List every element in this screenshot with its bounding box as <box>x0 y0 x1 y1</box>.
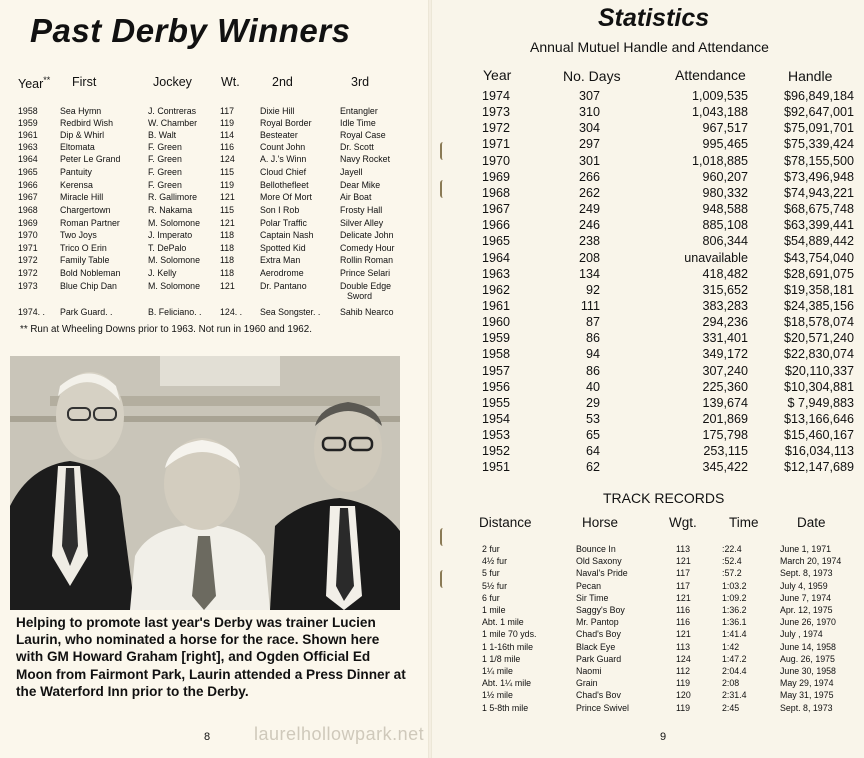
header-horse: Horse <box>582 515 619 530</box>
stats-handle-cell: $16,034,113 <box>784 444 854 458</box>
derby-year-cell: 1958 <box>18 106 38 117</box>
derby-first-cell: Redbird Wish <box>60 118 113 129</box>
track-distance-cell: Abt. 1 mile <box>482 617 524 628</box>
stats-handle-cell: $13,166,646 <box>783 412 854 426</box>
track-date-cell: July , 1974 <box>780 629 823 640</box>
derby-first-cell: Kerensa <box>60 180 93 191</box>
track-date-cell: March 20, 1974 <box>780 556 842 567</box>
track-time-cell: :22.4 <box>722 544 742 555</box>
track-time-cell: :57.2 <box>722 568 742 579</box>
stats-days-cell: 262 <box>578 186 600 200</box>
watermark: laurelhollowpark.net <box>254 724 425 744</box>
track-time-cell: 2:31.4 <box>722 690 747 701</box>
track-distance-cell: 2 fur <box>482 544 500 555</box>
derby-third-cell: Delicate John <box>340 230 394 241</box>
stats-year-cell: 1953 <box>482 428 511 442</box>
derby-year-cell: 1971 <box>18 243 38 254</box>
track-time-cell: 1:03.2 <box>722 581 747 592</box>
stats-days-cell: 64 <box>585 444 600 458</box>
derby-year-cell: 1966 <box>18 180 38 191</box>
track-time-cell: 1:41.4 <box>722 629 747 640</box>
derby-first-cell: Peter Le Grand <box>60 154 121 165</box>
track-wgt-cell: 119 <box>676 678 691 689</box>
derby-wt-cell: 119 <box>220 180 235 191</box>
stats-year-cell: 1952 <box>482 444 511 458</box>
track-wgt-cell: 120 <box>676 690 691 701</box>
stats-attendance-cell: 253,115 <box>703 444 748 458</box>
derby-second-cell: Dr. Pantano <box>260 281 307 292</box>
derby-third-cell: Dear Mike <box>340 180 381 191</box>
track-date-cell: May 29, 1974 <box>780 678 834 689</box>
derby-first-cell: Sea Hymn <box>60 106 102 117</box>
derby-year-cell: 1973 <box>18 281 38 292</box>
stats-attendance-cell: 806,344 <box>702 234 748 248</box>
track-date-cell: June 7, 1974 <box>780 593 832 604</box>
stats-handle-cell: $63,399,441 <box>783 218 854 232</box>
track-date-cell: June 26, 1970 <box>780 617 836 628</box>
track-time-cell: 1:09.2 <box>722 593 747 604</box>
stats-attendance-cell: 225,360 <box>702 380 748 394</box>
stats-attendance-cell: 960,207 <box>702 170 748 184</box>
track-wgt-cell: 124 <box>676 654 691 665</box>
derby-second-cell: Bellothefleet <box>260 180 309 191</box>
stats-year-cell: 1955 <box>482 396 511 410</box>
derby-first-cell: Blue Chip Dan <box>60 281 117 292</box>
stats-handle-cell: $54,889,442 <box>783 234 854 248</box>
derby-first-cell: Family Table <box>60 255 110 266</box>
derby-jockey-cell: R. Nakama <box>148 205 193 216</box>
stats-attendance-cell: 1,018,885 <box>691 154 748 168</box>
page-title: Past Derby Winners <box>30 12 351 49</box>
derby-year-cell: 1970 <box>18 230 38 241</box>
stats-attendance-cell: 315,652 <box>702 283 748 297</box>
stats-attendance-cell: 948,588 <box>702 202 748 216</box>
stats-year-cell: 1967 <box>482 202 511 216</box>
derby-first-cell: Park Guard. . <box>60 307 113 318</box>
derby-wt-cell: 124 <box>220 154 235 165</box>
derby-wt-cell: 119 <box>220 118 235 129</box>
stats-attendance-cell: 383,283 <box>702 299 748 313</box>
header-date: Date <box>797 515 826 530</box>
track-wgt-cell: 116 <box>676 605 691 616</box>
stats-attendance-cell: 139,674 <box>702 396 748 410</box>
derby-second-cell: Royal Border <box>260 118 312 129</box>
track-date-cell: May 31, 1975 <box>780 690 834 701</box>
derby-wt-cell: 118 <box>220 243 235 254</box>
derby-wt-cell: 118 <box>220 255 235 266</box>
header-attendance: Attendance <box>675 67 746 83</box>
derby-wt-cell: 124. . <box>220 307 243 318</box>
staple-mark <box>440 142 446 160</box>
stats-days-cell: 87 <box>585 315 600 329</box>
stats-attendance-cell: 175,798 <box>702 428 748 442</box>
derby-second-cell: A. J.'s Winn <box>260 154 307 165</box>
staple-mark <box>440 570 446 588</box>
derby-third-cell: Dr. Scott <box>340 142 374 153</box>
header-wgt: Wgt. <box>669 515 697 530</box>
stats-handle-cell: $ 7,949,883 <box>787 396 854 410</box>
stats-days-cell: 238 <box>578 234 600 248</box>
derby-second-cell: More Of Mort <box>260 192 312 203</box>
track-wgt-cell: 121 <box>676 593 691 604</box>
page-number-right: 9 <box>660 731 667 743</box>
derby-wt-cell: 116 <box>220 142 235 153</box>
track-time-cell: 2:04.4 <box>722 666 747 677</box>
stats-handle-cell: $20,110,337 <box>784 364 854 378</box>
stats-days-cell: 92 <box>585 283 600 297</box>
derby-year-cell: 1972 <box>18 255 38 266</box>
derby-third-cell: Silver Alley <box>340 218 384 229</box>
photo-illustration <box>10 356 400 610</box>
stats-year-cell: 1960 <box>482 315 511 329</box>
track-wgt-cell: 113 <box>676 642 691 653</box>
track-distance-cell: 4½ fur <box>482 556 508 567</box>
derby-year-cell: 1974. . <box>18 307 45 318</box>
track-wgt-cell: 117 <box>676 568 691 579</box>
derby-first-cell: Roman Partner <box>60 218 120 229</box>
derby-second-cell: Captain Nash <box>260 230 314 241</box>
derby-first-cell: Two Joys <box>60 230 97 241</box>
stats-year-cell: 1973 <box>482 105 511 119</box>
stats-year-cell: 1966 <box>482 218 511 232</box>
derby-third-cell: Comedy Hour <box>340 243 395 254</box>
track-date-cell: Sept. 8, 1973 <box>780 703 833 714</box>
header-third: 3rd <box>351 75 370 89</box>
derby-wt-cell: 121 <box>220 192 235 203</box>
stats-days-cell: 62 <box>585 460 600 474</box>
stats-handle-cell: $19,358,181 <box>783 283 854 297</box>
derby-jockey-cell: J. Contreras <box>148 106 197 117</box>
stats-year-cell: 1968 <box>482 186 511 200</box>
stats-days-cell: 94 <box>585 347 600 361</box>
stats-days-cell: 249 <box>578 202 600 216</box>
stats-year-cell: 1974 <box>482 89 511 103</box>
derby-year-cell: 1961 <box>18 130 38 141</box>
track-horse-cell: Black Eye <box>576 642 616 653</box>
derby-second-cell: Aerodrome <box>260 268 304 279</box>
derby-year-cell: 1967 <box>18 192 38 203</box>
header-handle: Handle <box>788 68 833 84</box>
derby-jockey-cell: F. Green <box>148 180 182 191</box>
derby-third-cell: Sword <box>347 291 373 302</box>
stats-handle-cell: $24,385,156 <box>783 299 854 313</box>
track-date-cell: June 1, 1971 <box>780 544 832 555</box>
derby-first-cell: Chargertown <box>60 205 111 216</box>
stats-attendance-cell: 1,009,535 <box>691 89 748 103</box>
stats-handle-cell: $96,849,184 <box>783 89 854 103</box>
derby-jockey-cell: M. Solomone <box>148 255 201 266</box>
photo-caption: Helping to promote last year's Derby was trainer Lucien Laurin, who nominated a horse for the race. Shown here with GM Howard Graham [right], and Ogden Official Ed Moon from Fairmont Park, Laurin attended a Press Dinner at the Waterford Inn prior to the Derby. <box>16 615 406 699</box>
derby-second-cell: Sea Songster. . <box>260 307 321 318</box>
staple-mark <box>440 528 446 546</box>
track-horse-cell: Prince Swivel <box>576 703 629 714</box>
header-time: Time <box>729 515 759 530</box>
header-year: Year** <box>18 75 51 92</box>
stats-days-cell: 266 <box>578 170 600 184</box>
derby-jockey-cell: R. Gallimore <box>148 192 198 203</box>
derby-third-cell: Air Boat <box>340 192 372 203</box>
track-date-cell: June 14, 1958 <box>780 642 836 653</box>
track-horse-cell: Grain <box>576 678 598 689</box>
track-distance-cell: Abt. 1¼ mile <box>482 678 532 689</box>
footnote: ** Run at Wheeling Downs prior to 1963. Not run in 1960 and 1962. <box>20 324 312 335</box>
track-distance-cell: 1½ mile <box>482 690 513 701</box>
derby-jockey-cell: J. Kelly <box>148 268 177 279</box>
stats-days-cell: 53 <box>585 412 600 426</box>
derby-jockey-cell: T. DePalo <box>148 243 187 254</box>
stats-year-cell: 1958 <box>482 347 511 361</box>
stats-handle-cell: $68,675,748 <box>783 202 854 216</box>
track-wgt-cell: 121 <box>676 556 691 567</box>
track-horse-cell: Chad's Boy <box>576 629 621 640</box>
stats-days-cell: 29 <box>585 396 600 410</box>
stats-attendance-cell: 345,422 <box>702 460 748 474</box>
stats-days-cell: 65 <box>585 428 600 442</box>
stats-days-cell: 307 <box>578 89 600 103</box>
stats-year-cell: 1957 <box>482 364 511 378</box>
track-wgt-cell: 113 <box>676 544 691 555</box>
derby-third-cell: Prince Selari <box>340 268 391 279</box>
stats-handle-cell: $75,339,424 <box>783 137 854 151</box>
derby-first-cell: Pantuity <box>60 167 92 178</box>
stats-handle-cell: $22,830,074 <box>783 347 854 361</box>
derby-year-cell: 1965 <box>18 167 38 178</box>
stats-year-cell: 1965 <box>482 234 511 248</box>
stats-handle-cell: $12,147,689 <box>783 460 854 474</box>
derby-jockey-cell: F. Green <box>148 167 182 178</box>
derby-jockey-cell: W. Chamber <box>148 118 198 129</box>
track-time-cell: 1:36.1 <box>722 617 747 628</box>
stats-attendance-cell: 331,401 <box>702 331 748 345</box>
header-jockey: Jockey <box>153 75 192 89</box>
stats-days-cell: 304 <box>578 121 600 135</box>
derby-second-cell: Count John <box>260 142 306 153</box>
derby-second-cell: Spotted Kid <box>260 243 306 254</box>
track-wgt-cell: 117 <box>676 581 691 592</box>
stats-handle-cell: $20,571,240 <box>783 331 854 345</box>
stats-year-cell: 1970 <box>482 154 511 168</box>
track-distance-cell: 6 fur <box>482 593 500 604</box>
header-distance: Distance <box>479 515 532 530</box>
track-horse-cell: Bounce In <box>576 544 616 555</box>
derby-year-cell: 1964 <box>18 154 38 165</box>
track-horse-cell: Park Guard <box>576 654 622 665</box>
track-wgt-cell: 119 <box>676 703 691 714</box>
page-number-left: 8 <box>204 731 211 743</box>
derby-first-cell: Eltomata <box>60 142 95 153</box>
derby-year-cell: 1968 <box>18 205 38 216</box>
stats-handle-cell: $15,460,167 <box>783 428 854 442</box>
stats-year-cell: 1964 <box>482 251 511 265</box>
derby-second-cell: Besteater <box>260 130 298 141</box>
header-year: Year <box>483 67 512 83</box>
derby-third-cell: Royal Case <box>340 130 386 141</box>
page-gutter <box>428 0 432 758</box>
track-distance-cell: 5½ fur <box>482 581 508 592</box>
track-time-cell: 2:45 <box>722 703 740 714</box>
derby-first-cell: Bold Nobleman <box>60 268 121 279</box>
derby-year-cell: 1963 <box>18 142 38 153</box>
derby-first-cell: Dip & Whirl <box>60 130 105 141</box>
track-horse-cell: Pecan <box>576 581 602 592</box>
derby-jockey-cell: J. Imperato <box>148 230 193 241</box>
track-horse-cell: Old Saxony <box>576 556 622 567</box>
track-horse-cell: Chad's Bov <box>576 690 621 701</box>
stats-days-cell: 86 <box>585 364 600 378</box>
stats-handle-cell: $18,578,074 <box>783 315 854 329</box>
derby-third-cell: Frosty Hall <box>340 205 383 216</box>
derby-jockey-cell: M. Solomone <box>148 281 201 292</box>
stats-year-cell: 1962 <box>482 283 511 297</box>
track-distance-cell: 1 5-8th mile <box>482 703 529 714</box>
track-time-cell: 1:36.2 <box>722 605 747 616</box>
derby-first-cell: Trico O Erin <box>60 243 107 254</box>
derby-year-cell: 1972 <box>18 268 38 279</box>
stats-attendance-cell: 885,108 <box>702 218 748 232</box>
track-date-cell: June 30, 1958 <box>780 666 836 677</box>
stats-days-cell: 111 <box>580 299 600 313</box>
derby-jockey-cell: F. Green <box>148 142 182 153</box>
track-time-cell: 2:08 <box>722 678 740 689</box>
stats-days-cell: 208 <box>578 251 600 265</box>
derby-first-cell: Miracle Hill <box>60 192 104 203</box>
track-wgt-cell: 121 <box>676 629 691 640</box>
stats-year-cell: 1954 <box>482 412 511 426</box>
stats-year-cell: 1956 <box>482 380 511 394</box>
track-date-cell: July 4, 1959 <box>780 581 828 592</box>
track-time-cell: 1:42 <box>722 642 740 653</box>
track-time-cell: :52.4 <box>722 556 742 567</box>
derby-wt-cell: 121 <box>220 281 235 292</box>
derby-second-cell: Dixie Hill <box>260 106 295 117</box>
derby-jockey-cell: B. Feliciano. . <box>148 307 202 318</box>
track-time-cell: 1:47.2 <box>722 654 747 665</box>
stats-year-cell: 1963 <box>482 267 511 281</box>
stats-handle-cell: $78,155,500 <box>783 154 854 168</box>
track-distance-cell: 5 fur <box>482 568 500 579</box>
stats-days-cell: 86 <box>585 331 600 345</box>
stats-days-cell: 297 <box>578 137 600 151</box>
stats-year-cell: 1972 <box>482 121 511 135</box>
stats-attendance-cell: 294,236 <box>702 315 748 329</box>
derby-wt-cell: 118 <box>220 230 235 241</box>
track-horse-cell: Mr. Pantop <box>576 617 619 628</box>
stats-handle-cell: $74,943,221 <box>783 186 854 200</box>
stats-attendance-cell: unavailable <box>684 251 748 265</box>
derby-jockey-cell: F. Green <box>148 154 182 165</box>
stats-attendance-cell: 201,869 <box>702 412 748 426</box>
derby-jockey-cell: B. Walt <box>148 130 177 141</box>
track-wgt-cell: 116 <box>676 617 691 628</box>
stats-days-cell: 310 <box>578 105 600 119</box>
stats-handle-cell: $10,304,881 <box>783 380 854 394</box>
track-distance-cell: 1 1-16th mile <box>482 642 534 653</box>
derby-second-cell: Cloud Chief <box>260 167 307 178</box>
derby-year-cell: 1959 <box>18 118 38 129</box>
track-horse-cell: Sir Time <box>576 593 609 604</box>
derby-third-cell: Rollin Roman <box>340 255 393 266</box>
track-records-title: TRACK RECORDS <box>603 490 725 506</box>
statistics-subtitle: Annual Mutuel Handle and Attendance <box>530 39 769 55</box>
derby-second-cell: Son I Rob <box>260 205 300 216</box>
derby-year-cell: 1969 <box>18 218 38 229</box>
stats-attendance-cell: 967,517 <box>702 121 748 135</box>
derby-third-cell: Navy Rocket <box>340 154 391 165</box>
derby-third-cell: Double Edge <box>340 281 392 292</box>
track-date-cell: Aug. 26, 1975 <box>780 654 835 665</box>
track-distance-cell: 1 mile 70 yds. <box>482 629 537 640</box>
header-second: 2nd <box>272 75 293 89</box>
track-date-cell: Apr. 12, 1975 <box>780 605 833 616</box>
derby-wt-cell: 121 <box>220 218 235 229</box>
stats-year-cell: 1969 <box>482 170 511 184</box>
press-dinner-photo <box>10 356 400 610</box>
stats-handle-cell: $43,754,040 <box>783 251 854 265</box>
stats-attendance-cell: 418,482 <box>702 267 748 281</box>
stats-attendance-cell: 980,332 <box>702 186 748 200</box>
stats-days-cell: 301 <box>578 154 600 168</box>
track-horse-cell: Naomi <box>576 666 602 677</box>
stats-attendance-cell: 349,172 <box>702 347 748 361</box>
stats-attendance-cell: 995,465 <box>702 137 748 151</box>
staple-mark <box>440 180 446 198</box>
stats-handle-cell: $75,091,701 <box>783 121 854 135</box>
stats-attendance-cell: 1,043,188 <box>691 105 748 119</box>
stats-days-cell: 40 <box>585 380 600 394</box>
header-weight: Wt. <box>221 75 240 89</box>
stats-days-cell: 134 <box>578 267 600 281</box>
derby-wt-cell: 114 <box>220 130 235 141</box>
stats-year-cell: 1959 <box>482 331 511 345</box>
track-wgt-cell: 112 <box>676 666 691 677</box>
stats-handle-cell: $73,496,948 <box>783 170 854 184</box>
derby-second-cell: Extra Man <box>260 255 301 266</box>
derby-wt-cell: 115 <box>220 167 235 178</box>
header-days: No. Days <box>563 68 621 84</box>
stats-handle-cell: $92,647,001 <box>783 105 854 119</box>
derby-wt-cell: 115 <box>220 205 235 216</box>
derby-wt-cell: 117 <box>220 106 235 117</box>
track-horse-cell: Naval's Pride <box>576 568 628 579</box>
derby-wt-cell: 118 <box>220 268 235 279</box>
derby-jockey-cell: M. Solomone <box>148 218 201 229</box>
derby-second-cell: Polar Traffic <box>260 218 307 229</box>
track-distance-cell: 1 1/8 mile <box>482 654 521 665</box>
derby-third-cell: Entangler <box>340 106 378 117</box>
stats-year-cell: 1951 <box>482 460 511 474</box>
statistics-title: Statistics <box>598 4 710 32</box>
stats-handle-cell: $28,691,075 <box>783 267 854 281</box>
stats-attendance-cell: 307,240 <box>702 364 748 378</box>
stats-year-cell: 1961 <box>482 299 511 313</box>
header-first: First <box>72 75 97 89</box>
stats-year-cell: 1971 <box>482 137 511 151</box>
derby-third-cell: Sahib Nearco <box>340 307 394 318</box>
track-date-cell: Sept. 8, 1973 <box>780 568 833 579</box>
track-distance-cell: 1¼ mile <box>482 666 513 677</box>
stats-days-cell: 246 <box>578 218 600 232</box>
derby-third-cell: Jayell <box>340 167 363 178</box>
track-horse-cell: Saggy's Boy <box>576 605 625 616</box>
derby-third-cell: Idle Time <box>340 118 376 129</box>
track-distance-cell: 1 mile <box>482 605 506 616</box>
